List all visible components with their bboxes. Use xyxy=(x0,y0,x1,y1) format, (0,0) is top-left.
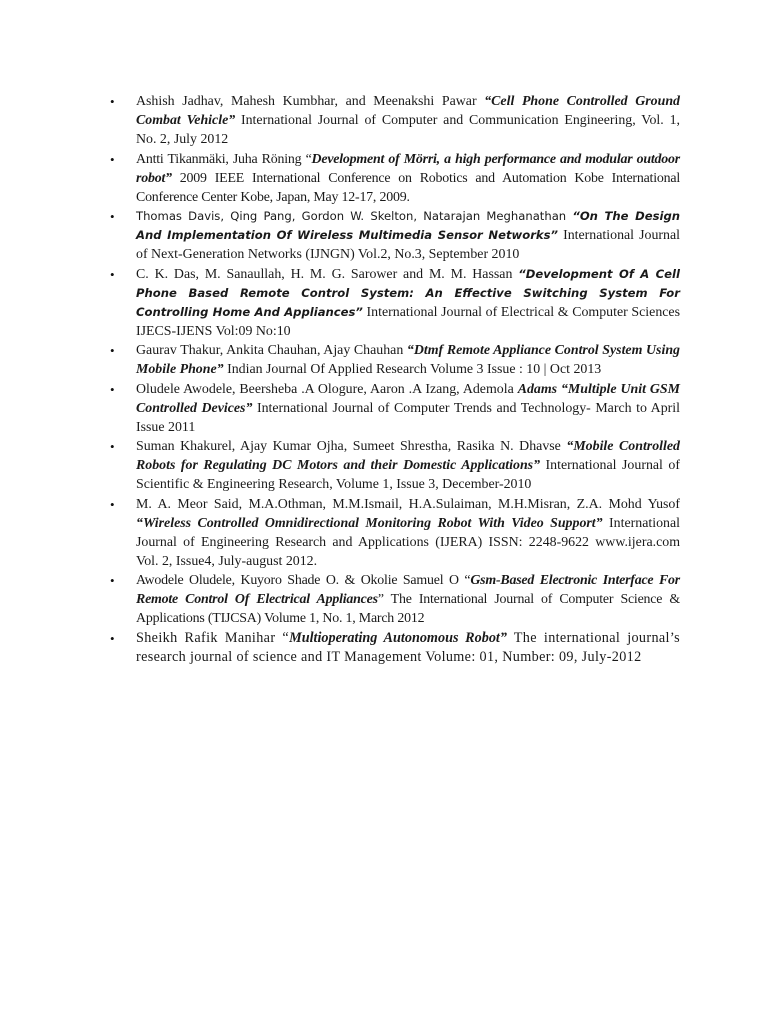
reference-authors: C. K. Das, M. Sanaullah, H. M. G. Sarower and M. M. Hassan xyxy=(136,266,519,282)
reference-source: International Journal of Computer Trends and Technology- March to April Issue 2011 xyxy=(136,400,680,435)
reference-source: International Journal of Engineering Research and Applications (IJERA) ISSN: 2248-9622 www.ijera.com Vol. 2, Issue4, July-august 2012. xyxy=(136,515,680,569)
reference-source: International Journal of Computer and Communication Engineering, Vol. 1, No. 2, July 2012 xyxy=(136,113,680,147)
reference-authors: Thomas Davis, Qing Pang, Gordon W. Skelton, Natarajan Meghanathan xyxy=(136,209,573,223)
reference-item xyxy=(110,380,680,437)
reference-title: “Mobile Controlled Robots for Regulating DC Motors and their Domestic Applications” xyxy=(136,439,680,473)
bullet-icon: • xyxy=(110,209,115,224)
bullet-icon: • xyxy=(110,343,115,358)
reference-authors: Awodele Oludele, Kuyoro Shade O. & Okolie Samuel O “ xyxy=(136,573,471,588)
reference-item xyxy=(110,150,680,207)
reference-source: ” The International Journal of Computer Science & Applications (TIJCSA) Volume 1, No. 1, March 2012 xyxy=(136,592,680,626)
reference-authors: Gaurav Thakur, Ankita Chauhan, Ajay Chauhan xyxy=(136,343,407,358)
reference-title: Development of Mörri, a high performance and modular outdoor robot” xyxy=(136,151,680,186)
reference-item xyxy=(110,92,680,149)
reference-authors: Sheikh Rafik Manihar “ xyxy=(136,629,290,646)
reference-item xyxy=(110,629,680,667)
reference-source: The international journal’s research journal of science and IT Management Volume: 01, Number: 09, July-2012 xyxy=(136,629,680,665)
bullet-icon: • xyxy=(110,266,115,282)
bullet-icon: • xyxy=(110,439,115,454)
reference-list xyxy=(110,92,680,667)
bullet-icon: • xyxy=(110,151,115,167)
reference-authors: Antti Tikanmäki, Juha Röning “ xyxy=(136,151,312,167)
bullet-icon: • xyxy=(110,573,115,588)
reference-source: International Journal of Electrical & Computer Sciences IJECS-IJENS Vol:09 No:10 xyxy=(136,304,680,339)
reference-source: International Journal of Next-Generation Networks (IJNGN) Vol.2, No.3, September 2010 xyxy=(136,228,680,262)
bullet-icon: • xyxy=(110,630,115,646)
reference-item xyxy=(110,341,680,379)
reference-item xyxy=(110,437,680,494)
reference-title: Adams “Multiple Unit GSM Controlled Devices” xyxy=(136,381,681,416)
reference-authors: M. A. Meor Said, M.A.Othman, M.M.Ismail, H.A.Sulaiman, M.H.Misran, Z.A. Mohd Yusof xyxy=(136,496,680,512)
bullet-icon: • xyxy=(110,381,115,397)
bullet-icon: • xyxy=(110,496,115,512)
reference-item xyxy=(110,207,680,264)
reference-authors: Suman Khakurel, Ajay Kumar Ojha, Sumeet Shrestha, Rasika N. Dhavse xyxy=(136,439,567,454)
reference-title: Multioperating Autonomous Robot” xyxy=(289,629,507,646)
reference-title: “On The Design And Implementation Of Wireless Multimedia Sensor Networks” xyxy=(136,209,680,242)
reference-title: “Wireless Controlled Omnidirectional Monitoring Robot With Video Support” xyxy=(136,515,603,531)
reference-source: 2009 IEEE International Conference on Robotics and Automation Kobe International Conference Center Kobe, Japan, May 12-17, 2009. xyxy=(136,170,680,205)
reference-authors: Ashish Jadhav, Mahesh Kumbhar, and Meenakshi Pawar xyxy=(136,94,485,109)
reference-item xyxy=(110,265,680,341)
reference-source: Indian Journal Of Applied Research Volume 3 Issue : 10 | Oct 2013 xyxy=(223,362,602,377)
reference-title: “Cell Phone Controlled Ground Combat Vehicle” xyxy=(136,94,680,128)
reference-source: International Journal of Scientific & Engineering Research, Volume 1, Issue 3, December-2010 xyxy=(136,458,680,492)
reference-title: “Dtmf Remote Appliance Control System Using Mobile Phone” xyxy=(136,343,680,377)
reference-title: “Development Of A Cell Phone Based Remote Control System: An Effective Switching System For Controlling Home And Appliances” xyxy=(136,266,680,319)
reference-item xyxy=(110,495,680,571)
reference-title: Gsm-Based Electronic Interface For Remote Control Of Electrical Appliances xyxy=(136,573,680,607)
reference-authors: Oludele Awodele, Beersheba .A Ologure, Aaron .A Izang, Ademola xyxy=(136,381,518,397)
bullet-icon: • xyxy=(110,94,115,109)
reference-item xyxy=(110,571,680,628)
reference-section xyxy=(110,92,680,667)
